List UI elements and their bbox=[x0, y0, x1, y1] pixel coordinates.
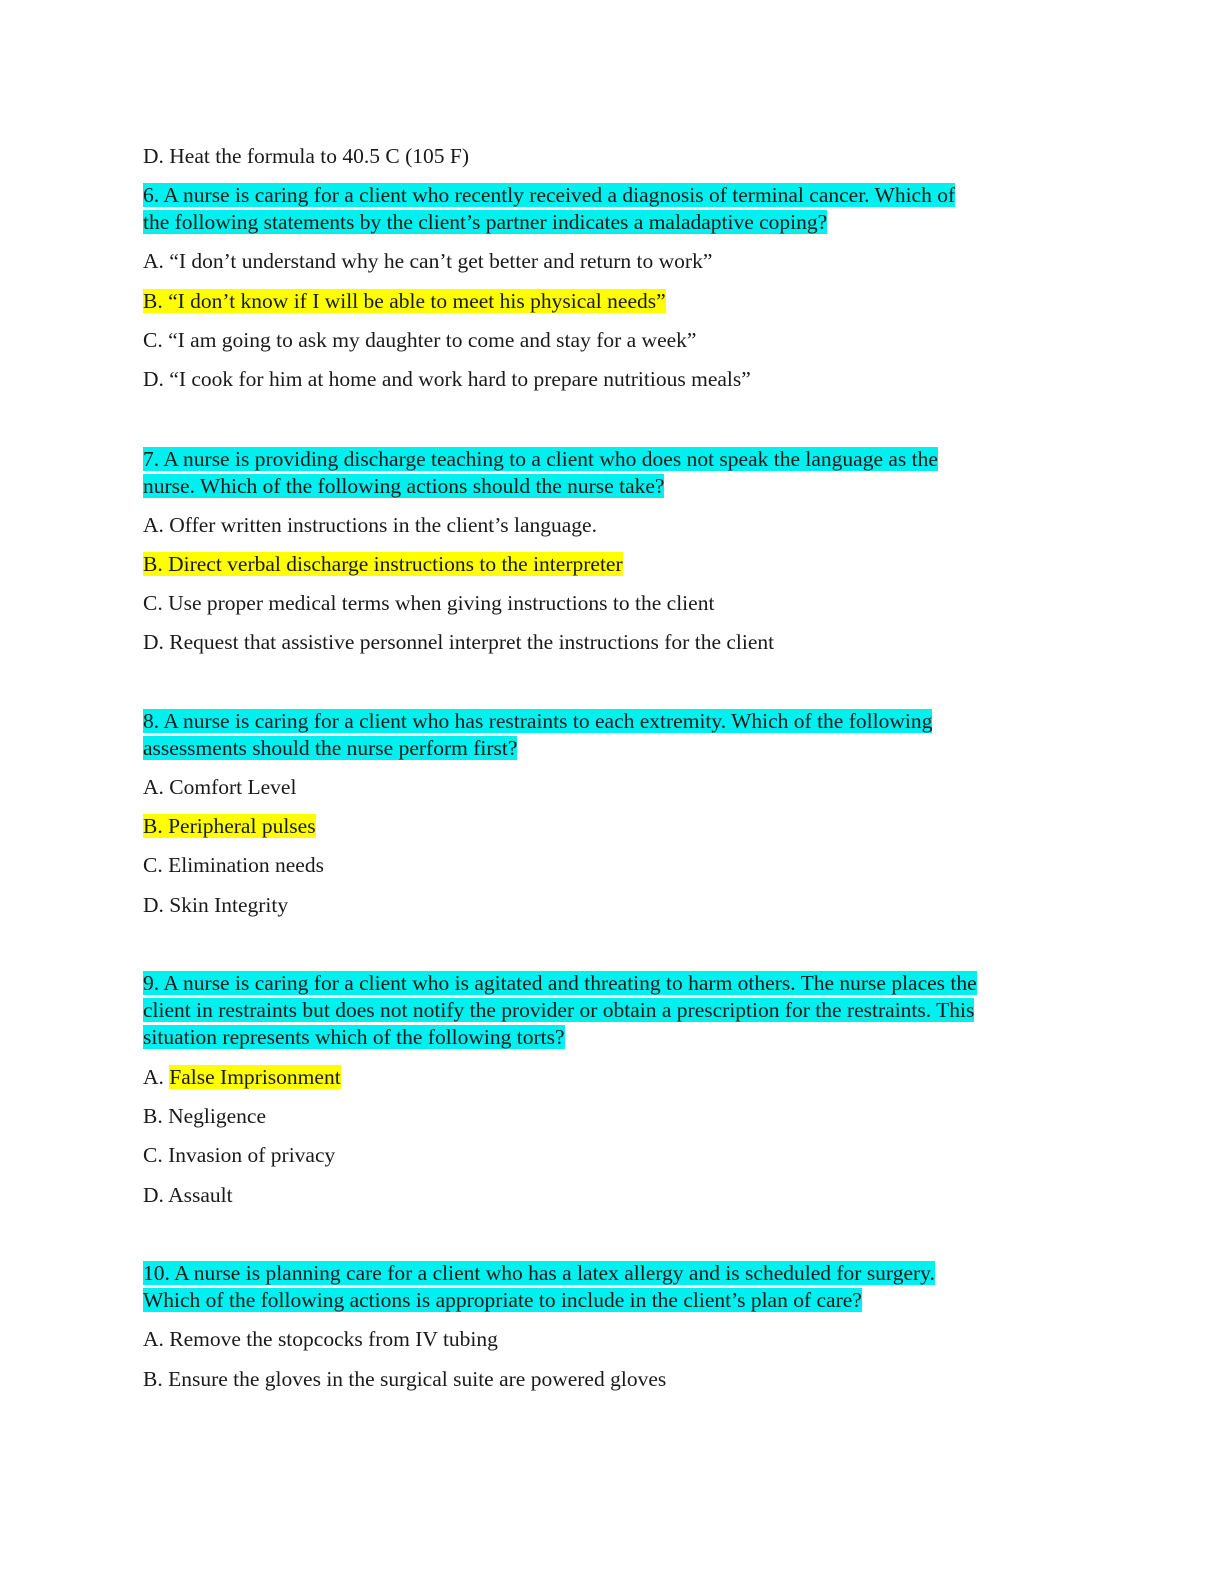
question-10-option-b: B. Ensure the gloves in the surgical suite are powered gloves bbox=[143, 1367, 667, 1391]
question-6-option-d: D. “I cook for him at home and work hard to prepare nutritious meals” bbox=[143, 367, 751, 391]
question-6-option-c: C. “I am going to ask my daughter to come and stay for a week” bbox=[143, 328, 697, 352]
question-9-line-1: 9. A nurse is caring for a client who is agitated and threating to harm others. The nurse places the bbox=[143, 971, 977, 995]
question-8-option-c: C. Elimination needs bbox=[143, 853, 324, 877]
question-7-line-1: 7. A nurse is providing discharge teaching to a client who does not speak the language as the bbox=[143, 447, 938, 471]
question-6-option-b bbox=[143, 288, 666, 315]
question-6-option-a: A. “I don’t understand why he can’t get better and return to work” bbox=[143, 249, 713, 273]
question-8-option-d: D. Skin Integrity bbox=[143, 893, 289, 917]
question-8-line-2: assessments should the nurse perform first? bbox=[143, 736, 518, 760]
question-6-line-1: 6. A nurse is caring for a client who recently received a diagnosis of terminal cancer. Which of bbox=[143, 183, 956, 207]
question-6-line-2: the following statements by the client’s partner indicates a maladaptive coping? bbox=[143, 210, 828, 234]
answer-highlight: B. Peripheral pulses bbox=[143, 814, 316, 838]
question-9-line-2: client in restraints but does not notify the provider or obtain a prescription for the restraints. This bbox=[143, 998, 975, 1022]
question-7-line-2: nurse. Which of the following actions should the nurse take? bbox=[143, 474, 665, 498]
answer-highlight: B. “I don’t know if I will be able to meet his physical needs” bbox=[143, 289, 666, 313]
question-10-option-a: A. Remove the stopcocks from IV tubing bbox=[143, 1327, 498, 1351]
question-9 bbox=[143, 970, 1073, 1051]
question-8-line-1: 8. A nurse is caring for a client who has restraints to each extremity. Which of the following bbox=[143, 709, 933, 733]
question-10-line-1: 10. A nurse is planning care for a client who has a latex allergy and is scheduled for surgery. bbox=[143, 1261, 935, 1285]
question-8-option-a: A. Comfort Level bbox=[143, 775, 297, 799]
question-9-option-a bbox=[143, 1064, 341, 1091]
lead-option: D. Heat the formula to 40.5 C (105 F) bbox=[143, 144, 470, 168]
question-7-option-b bbox=[143, 551, 623, 578]
question-9-option-b: B. Negligence bbox=[143, 1104, 266, 1128]
question-9-option-d: D. Assault bbox=[143, 1183, 233, 1207]
question-9-line-3: situation represents which of the following torts? bbox=[143, 1025, 565, 1049]
question-7-option-a: A. Offer written instructions in the client’s language. bbox=[143, 513, 597, 537]
question-6 bbox=[143, 182, 1073, 236]
question-10-line-2: Which of the following actions is appropriate to include in the client’s plan of care? bbox=[143, 1288, 862, 1312]
question-8-option-b bbox=[143, 813, 316, 840]
question-10 bbox=[143, 1260, 1073, 1314]
question-9-option-c: C. Invasion of privacy bbox=[143, 1143, 336, 1167]
option-prefix: A. bbox=[143, 1065, 170, 1089]
answer-highlight: B. Direct verbal discharge instructions to the interpreter bbox=[143, 552, 623, 576]
question-7-option-c: C. Use proper medical terms when giving instructions to the client bbox=[143, 591, 715, 615]
question-7-option-d: D. Request that assistive personnel interpret the instructions for the client bbox=[143, 630, 775, 654]
question-7 bbox=[143, 446, 1073, 500]
answer-highlight: False Imprisonment bbox=[169, 1065, 341, 1089]
question-8 bbox=[143, 708, 1073, 762]
